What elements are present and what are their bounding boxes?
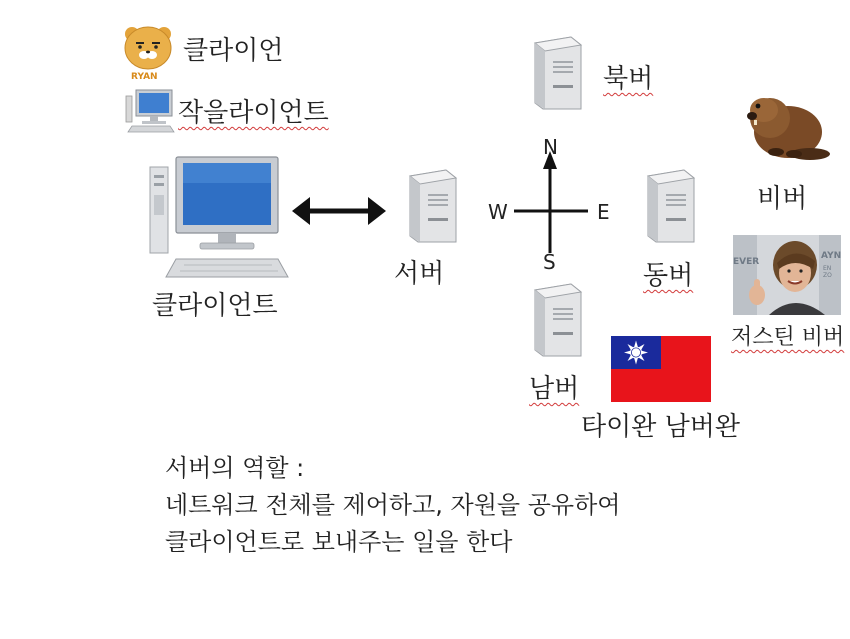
east-server-label: 동버 bbox=[643, 261, 694, 291]
double-arrow-icon bbox=[292, 193, 386, 229]
beaver-icon bbox=[740, 82, 832, 167]
south-server-label: 남버 bbox=[529, 374, 580, 404]
server-icon bbox=[404, 168, 458, 244]
justin-banner-small: EN ZO bbox=[823, 265, 832, 279]
justin-photo bbox=[733, 235, 841, 315]
compass-e: E bbox=[597, 200, 610, 224]
north-server-label: 북버 bbox=[603, 64, 654, 94]
client-ryan-label: 클라이언 bbox=[183, 36, 284, 66]
small-client-label: 작을라이언트 bbox=[178, 98, 329, 128]
taiwan-label: 타이완 남버완 bbox=[581, 412, 740, 442]
description-line1: 네트워크 전체를 제어하고, 자원을 공유하여 bbox=[165, 491, 621, 519]
compass-w: W bbox=[488, 200, 508, 224]
north-server-icon bbox=[528, 35, 584, 111]
server-label: 서버 bbox=[394, 259, 445, 289]
description-line2: 클라이언트로 보내주는 일을 한다 bbox=[165, 528, 513, 556]
client-computer-icon bbox=[148, 155, 293, 283]
south-server-icon bbox=[528, 282, 584, 358]
compass-n: N bbox=[543, 135, 558, 159]
taiwan-flag-icon bbox=[611, 336, 711, 402]
small-computer-icon bbox=[124, 88, 176, 134]
justin-label: 저스틴 비버 bbox=[731, 325, 845, 350]
justin-banner-right: AYN bbox=[821, 251, 841, 261]
east-server-icon bbox=[641, 168, 697, 244]
client-label: 클라이언트 bbox=[152, 291, 278, 321]
beaver-label: 비버 bbox=[757, 184, 808, 214]
description-title: 서버의 역할 : bbox=[165, 454, 305, 482]
ryan-badge: RYAN bbox=[131, 72, 158, 82]
compass-s: S bbox=[543, 250, 556, 274]
justin-banner-left: EVER bbox=[733, 257, 760, 267]
